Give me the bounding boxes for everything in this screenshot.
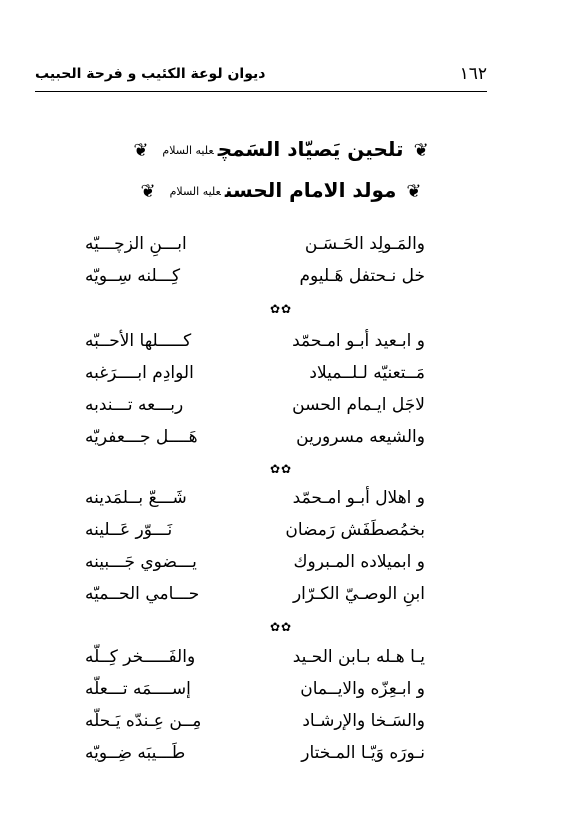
verse-line [85,488,425,514]
verse-first-hemistich: و ابميلاده المـبروك [293,552,425,572]
verse-second-hemistich: ابـــنِ الزچـــيّه [85,234,187,254]
verse-second-hemistich: شَـــعّ بــلمَدينه [85,488,187,508]
verse-second-hemistich: كِـــلنه سِــويّه [85,266,181,286]
verse-first-hemistich: والمَـولِد الحَـسَـن [304,234,425,254]
ornament-icon: ❦ [133,140,149,161]
verse-second-hemistich: حـــامي الحــميّه [85,584,200,604]
ornament-icon: ❦ [406,181,422,202]
verse-second-hemistich: كـــــلها الأحــبّه [85,331,192,351]
verse-first-hemistich: والشيعه مسرورين [296,427,425,447]
verse-second-hemistich: طَـــيبَه ضِــويّه [85,743,186,763]
verse-first-hemistich: خل نـحتفل هَـليوم [299,266,425,286]
verse-line [85,679,425,705]
verse-second-hemistich: ربـــعه تـــندبه [85,395,184,415]
verse-second-hemistich: نَـــوّر عَــلينه [85,520,173,540]
honorific: عليه السلام [169,185,221,198]
honorific: عليه السلام [162,144,214,157]
header-rule [35,91,487,92]
book-title: ديوان لوعة الكئيب و فرحة الحبيب [35,66,266,82]
verse-first-hemistich: و ابـعِزّه والايــمان [300,679,425,699]
stanza-divider: ✿✿ [269,620,293,634]
verse-line [85,647,425,673]
verse-first-hemistich: نـورَه وَيّـا المـختار [301,743,425,763]
verse-first-hemistich: لاجَل ايـمام الحسن [292,395,425,415]
page-number: ١٦٢ [459,64,487,84]
verse-line [85,711,425,737]
verse-line [85,234,425,260]
verse-line [85,266,425,292]
verse-second-hemistich: مِــن عِـندّه يَـحلّه [85,711,202,731]
verse-second-hemistich: يـــضوي جَـــبينه [85,552,197,572]
verse-line [85,584,425,610]
verse-first-hemistich: ابنِ الوصـيّ الكـرّار [292,584,425,604]
poem-subtitle [0,178,562,202]
ornament-icon: ❦ [413,140,429,161]
verse-line [85,363,425,389]
verse-line [85,552,425,578]
verse-second-hemistich: والفَـــــخر كِــلّه [85,647,196,667]
verse-line [85,331,425,357]
verse-first-hemistich: مَــتعنيّه لـلــميلاد [309,363,425,383]
verse-second-hemistich: هَــــل جـــعفريّه [85,427,198,447]
verse-line [85,427,425,453]
verse-line [85,743,425,769]
poem-title-text: تلحين يَصيّاد السَمچ [217,137,404,161]
verse-first-hemistich: بخمُصطَفَش رَمضان [285,520,425,540]
verse-first-hemistich: و اهلال أبـو امـحمّد [292,488,425,508]
ornament-icon: ❦ [140,181,156,202]
stanza-divider: ✿✿ [269,302,293,316]
stanza-divider: ✿✿ [269,462,293,476]
verse-second-hemistich: إســــمَه تـــعلّه [85,679,191,699]
poem-title [0,137,562,161]
verse-first-hemistich: يـا هـله بـابن الحـيد [292,647,425,667]
verse-second-hemistich: الوادِم ابــــرَغبه [85,363,194,383]
verse-first-hemistich: والسَـخا والإرشـاد [302,711,425,731]
poem-subtitle-text: مولد الامام الحسن [224,178,397,202]
verse-line [85,520,425,546]
verse-first-hemistich: و ابـعيد أبـو امـحمّد [292,331,425,351]
verse-line [85,395,425,421]
page-header [35,64,487,88]
